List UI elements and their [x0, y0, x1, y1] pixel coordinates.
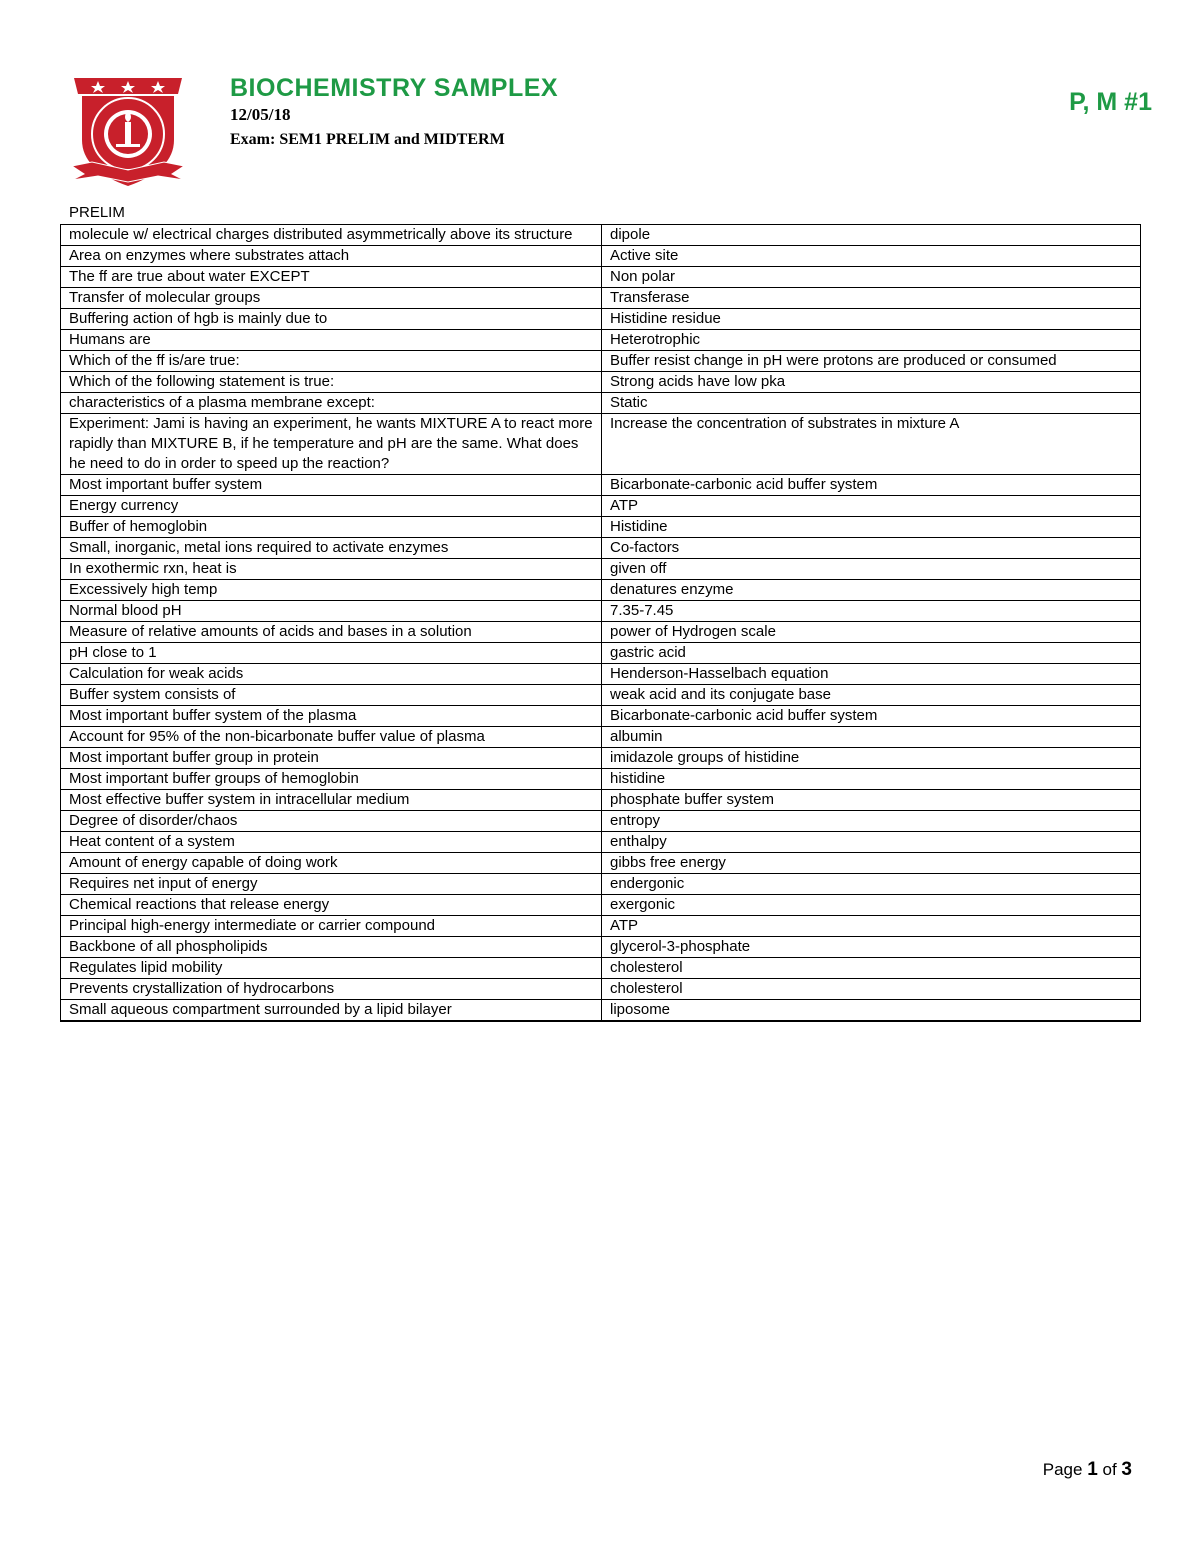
answer-cell: cholesterol [602, 979, 1141, 1000]
question-cell: Principal high-energy intermediate or carrier compound [61, 916, 602, 937]
question-cell: Which of the following statement is true: [61, 372, 602, 393]
answer-cell: Henderson-Hasselbach equation [602, 664, 1141, 685]
page-number: 1 [1087, 1459, 1098, 1480]
table-row [61, 475, 1141, 496]
question-cell: Heat content of a system [61, 832, 602, 853]
question-cell: Energy currency [61, 496, 602, 517]
question-cell: Requires net input of energy [61, 874, 602, 895]
answer-cell: exergonic [602, 895, 1141, 916]
question-cell: Amount of energy capable of doing work [61, 853, 602, 874]
table-row [61, 790, 1141, 811]
answer-cell: Bicarbonate-carbonic acid buffer system [602, 706, 1141, 727]
table-row [61, 706, 1141, 727]
answer-cell: Buffer resist change in pH were protons are produced or consumed [602, 351, 1141, 372]
table-row [61, 979, 1141, 1000]
table-row [61, 496, 1141, 517]
college-logo [68, 70, 188, 188]
question-cell: Excessively high temp [61, 580, 602, 601]
answer-cell: entropy [602, 811, 1141, 832]
table-row [61, 559, 1141, 580]
table-row [61, 853, 1141, 874]
section-label: PRELIM [69, 204, 125, 221]
question-cell: Small, inorganic, metal ions required to activate enzymes [61, 538, 602, 559]
answer-cell: Static [602, 393, 1141, 414]
answer-cell: gibbs free energy [602, 853, 1141, 874]
question-cell: Account for 95% of the non-bicarbonate buffer value of plasma [61, 727, 602, 748]
answer-cell: Transferase [602, 288, 1141, 309]
answer-cell: ATP [602, 916, 1141, 937]
table-row [61, 580, 1141, 601]
question-cell: Most important buffer group in protein [61, 748, 602, 769]
page-footer [1043, 1459, 1132, 1481]
question-cell: Buffer of hemoglobin [61, 517, 602, 538]
answer-cell: Active site [602, 246, 1141, 267]
question-cell: Calculation for weak acids [61, 664, 602, 685]
answer-cell: Non polar [602, 267, 1141, 288]
question-cell: Which of the ff is/are true: [61, 351, 602, 372]
table-row [61, 246, 1141, 267]
question-cell: Transfer of molecular groups [61, 288, 602, 309]
table-row [61, 685, 1141, 706]
table-row [61, 727, 1141, 748]
answer-cell: weak acid and its conjugate base [602, 685, 1141, 706]
answer-cell: Bicarbonate-carbonic acid buffer system [602, 475, 1141, 496]
answer-cell: glycerol-3-phosphate [602, 937, 1141, 958]
answer-cell: Histidine [602, 517, 1141, 538]
answer-cell: histidine [602, 769, 1141, 790]
question-cell: characteristics of a plasma membrane except: [61, 393, 602, 414]
question-cell: Area on enzymes where substrates attach [61, 246, 602, 267]
answer-cell: Heterotrophic [602, 330, 1141, 351]
table-row [61, 288, 1141, 309]
table-row [61, 225, 1141, 246]
table-row [61, 351, 1141, 372]
question-cell: Chemical reactions that release energy [61, 895, 602, 916]
answer-cell: imidazole groups of histidine [602, 748, 1141, 769]
document-date: 12/05/18 [230, 105, 291, 124]
question-cell: The ff are true about water EXCEPT [61, 267, 602, 288]
table-row [61, 1000, 1141, 1022]
table-row [61, 958, 1141, 979]
answer-cell: dipole [602, 225, 1141, 246]
of-word: of [1102, 1460, 1117, 1479]
table-row [61, 748, 1141, 769]
question-cell: Most important buffer system of the plasma [61, 706, 602, 727]
table-row [61, 538, 1141, 559]
table-row [61, 517, 1141, 538]
answer-cell: liposome [602, 1000, 1141, 1022]
question-cell: Small aqueous compartment surrounded by a lipid bilayer [61, 1000, 602, 1022]
answer-cell: phosphate buffer system [602, 790, 1141, 811]
question-cell: In exothermic rxn, heat is [61, 559, 602, 580]
table-row [61, 811, 1141, 832]
question-cell: Backbone of all phospholipids [61, 937, 602, 958]
table-row [61, 601, 1141, 622]
answer-cell: Strong acids have low pka [602, 372, 1141, 393]
question-cell: Prevents crystallization of hydrocarbons [61, 979, 602, 1000]
answer-cell: 7.35-7.45 [602, 601, 1141, 622]
question-cell: Most effective buffer system in intracellular medium [61, 790, 602, 811]
question-cell: Degree of disorder/chaos [61, 811, 602, 832]
page-word: Page [1042, 1460, 1083, 1479]
question-cell: Normal blood pH [61, 601, 602, 622]
question-cell: pH close to 1 [61, 643, 602, 664]
table-row [61, 622, 1141, 643]
question-cell: Most important buffer system [61, 475, 602, 496]
table-row [61, 414, 1141, 475]
answer-cell: Histidine residue [602, 309, 1141, 330]
table-row [61, 895, 1141, 916]
table-row [61, 769, 1141, 790]
answer-cell: Increase the concentration of substrates in mixture A [602, 414, 1141, 475]
table-row [61, 916, 1141, 937]
question-answer-table [60, 224, 1141, 1022]
table-row [61, 393, 1141, 414]
table-row [61, 664, 1141, 685]
question-cell: molecule w/ electrical charges distributed asymmetrically above its structure [61, 225, 602, 246]
table-row [61, 643, 1141, 664]
answer-cell: Co-factors [602, 538, 1141, 559]
answer-cell: denatures enzyme [602, 580, 1141, 601]
document-title: BIOCHEMISTRY SAMPLEX [230, 74, 559, 102]
table-row [61, 267, 1141, 288]
question-cell: Buffer system consists of [61, 685, 602, 706]
answer-cell: endergonic [602, 874, 1141, 895]
table-row [61, 832, 1141, 853]
answer-cell: albumin [602, 727, 1141, 748]
page-total: 3 [1121, 1459, 1132, 1480]
question-cell: Most important buffer groups of hemoglobin [61, 769, 602, 790]
table-row [61, 330, 1141, 351]
question-cell: Humans are [61, 330, 602, 351]
answer-cell: enthalpy [602, 832, 1141, 853]
exam-label: Exam: SEM1 PRELIM and MIDTERM [230, 131, 505, 148]
table-row [61, 309, 1141, 330]
answer-cell: gastric acid [602, 643, 1141, 664]
table-row [61, 372, 1141, 393]
question-cell: Buffering action of hgb is mainly due to [61, 309, 602, 330]
answer-cell: given off [602, 559, 1141, 580]
table-row [61, 874, 1141, 895]
table-row [61, 937, 1141, 958]
document-code: P, M #1 [1069, 88, 1152, 116]
answer-cell: ATP [602, 496, 1141, 517]
answer-cell: power of Hydrogen scale [602, 622, 1141, 643]
question-cell: Regulates lipid mobility [61, 958, 602, 979]
answer-cell: cholesterol [602, 958, 1141, 979]
question-cell: Measure of relative amounts of acids and bases in a solution [61, 622, 602, 643]
question-cell: Experiment: Jami is having an experiment, he wants MIXTURE A to react more rapidly than MIXTURE B, if he temperature and pH are the same. What does he need to do in order to speed up the reaction? [61, 414, 602, 475]
